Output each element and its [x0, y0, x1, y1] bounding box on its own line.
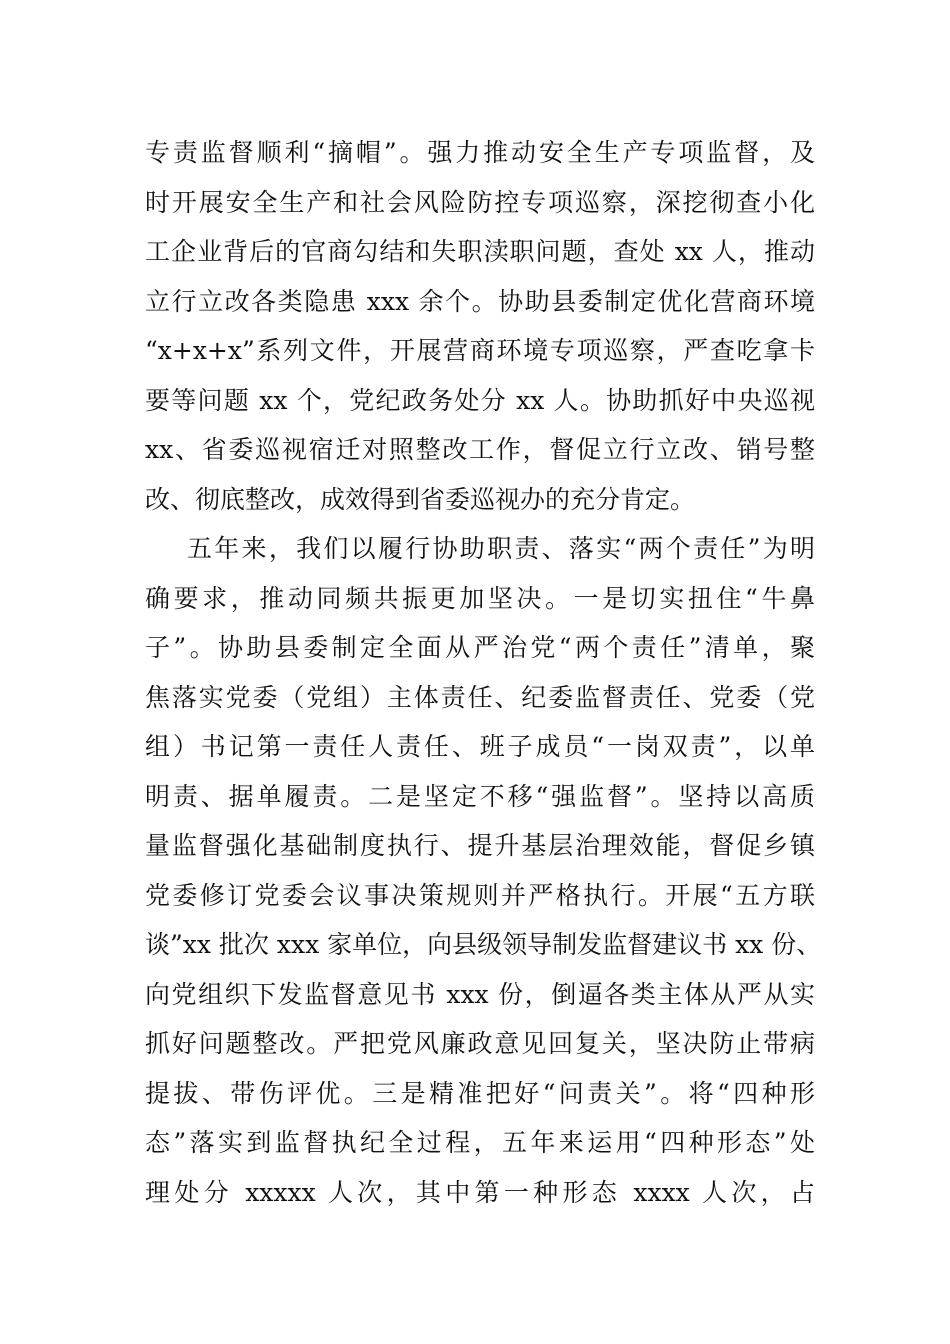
paragraph-1 [145, 128, 815, 524]
text-line: 态”落实到监督执纪全过程，五年来运用“四种形态”处 [145, 1128, 815, 1157]
text-line: 理处分 xxxxx 人次，其中第一种形态 xxxx 人次，占 [145, 1177, 815, 1207]
text-line: 提拔、带伤评优。三是精准把好“问责关”。将“四种形 [145, 1078, 815, 1108]
text-line: 党委修订党委会议事决策规则并严格执行。开展“五方联 [145, 880, 815, 910]
text-line: 专责监督顺利“摘帽”。强力推动安全生产专项监督，及 [145, 138, 815, 167]
text-line: “x+x+x”系列文件，开展营商环境专项巡察，严查吃拿卡 [145, 336, 815, 365]
text-line: xx、省委巡视宿迁对照整改工作，督促立行立改、销号整 [145, 435, 815, 464]
body-text [145, 128, 822, 1217]
text-line: 立行立改各类隐患 xxx 余个。协助县委制定优化营商环境 [145, 286, 815, 316]
text-line: 要等问题 xx 个，党纪政务处分 xx 人。协助抓好中央巡视 [145, 385, 815, 415]
paragraph-2 [145, 524, 822, 1217]
text-line: 抓好问题整改。严把党风廉政意见回复关，坚决防止带病 [145, 1029, 815, 1058]
text-line: 向党组织下发监督意见书 xxx 份，倒逼各类主体从严从实 [145, 979, 815, 1009]
text-line: 谈”xx 批次 xxx 家单位，向县级领导制发监督建议书 xx 份、 [145, 930, 822, 959]
text-line: 焦落实党委（党组）主体责任、纪委监督责任、党委（党 [145, 682, 815, 712]
text-line: 时开展安全生产和社会风险防控专项巡察，深挖彻查小化 [145, 187, 815, 217]
text-line: 子”。协助县委制定全面从严治党“两个责任”清单，聚 [145, 633, 815, 662]
text-line: 工企业背后的官商勾结和失职渎职问题，查处 xx 人，推动 [145, 237, 815, 266]
text-line: 量监督强化基础制度执行、提升基层治理效能，督促乡镇 [145, 831, 815, 860]
text-line: 改、彻底整改，成效得到省委巡视办的充分肯定。 [145, 484, 696, 514]
text-line: 组）书记第一责任人责任、班子成员“一岗双责”，以单 [145, 732, 815, 761]
text-line: 五年来，我们以履行协助职责、落实“两个责任”为明 [187, 534, 815, 563]
text-line: 明责、据单履责。二是坚定不移“强监督”。坚持以高质 [145, 781, 815, 811]
text-line: 确要求，推动同频共振更加坚决。一是切实扭住“牛鼻 [145, 583, 815, 613]
